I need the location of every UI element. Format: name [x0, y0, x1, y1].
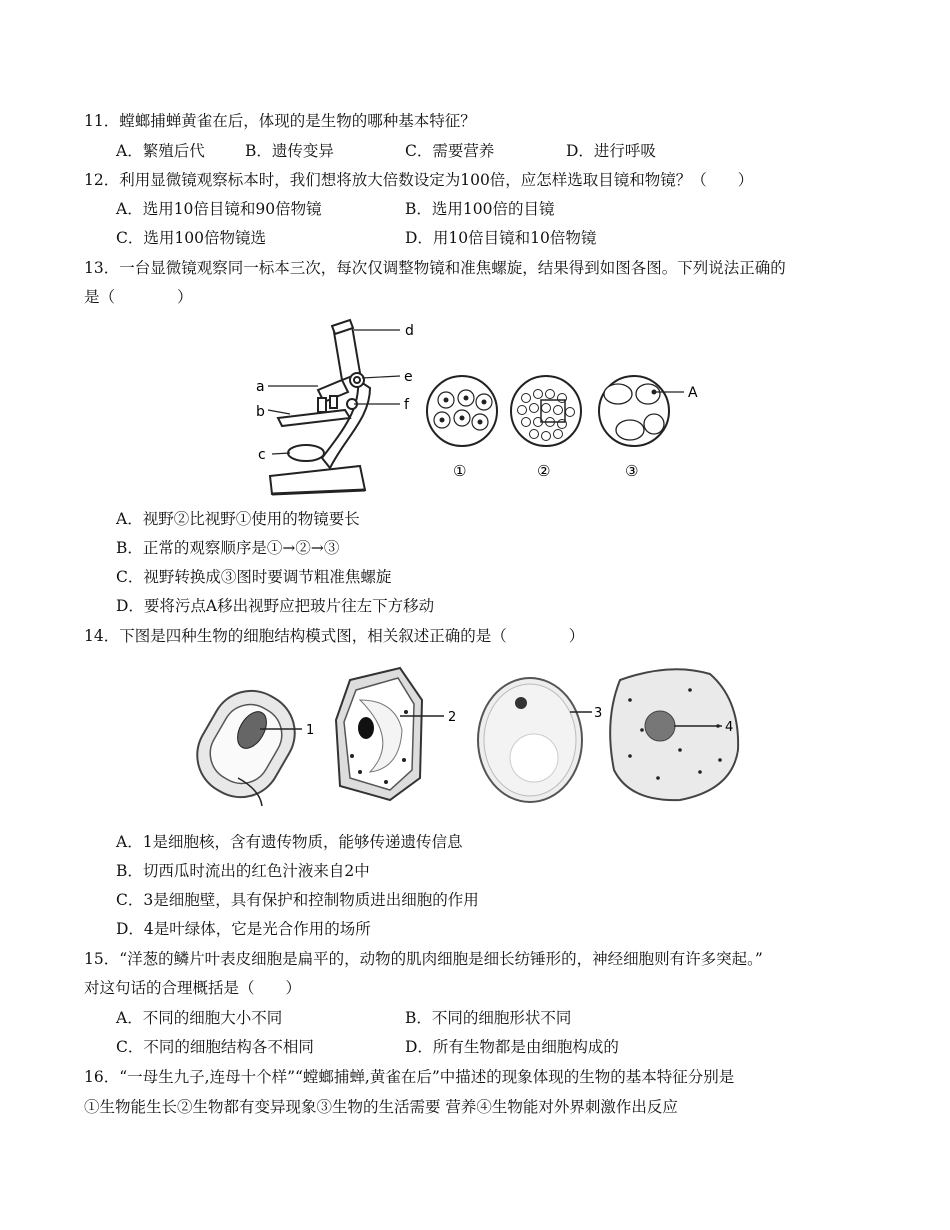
q14-stem: 14．下图是四种生物的细胞结构模式图，相关叙述正确的是（ ） [84, 627, 585, 645]
q15-option-d: D．所有生物都是由细胞构成的 [405, 1038, 619, 1056]
label-1: 1 [306, 723, 315, 738]
plant-cell [336, 668, 456, 800]
q12-option-c: C．选用100倍物镜选 [116, 229, 266, 247]
q11-option-c: C．需要营养 [405, 142, 495, 160]
view-1-label: ① [453, 462, 467, 480]
q15-stem-line1: 15．“洋葱的鳞片叶表皮细胞是扁平的，动物的肌肉细胞是细长纺锤形的，神经细胞则有许多突起。” [84, 950, 763, 968]
q15-option-c: C．不同的细胞结构各不相同 [116, 1038, 314, 1056]
q16-stem-line1: 16．“一母生九子,连母十个样”“螳螂捕蝉,黄雀在后”中描述的现象体现的生物的基本特征分别是 [84, 1068, 735, 1086]
q14-option-c: C．3是细胞壁，具有保护和控制物质进出细胞的作用 [116, 891, 479, 909]
q13-stem-line2: 是（ ） [84, 288, 193, 306]
q12-option-b: B．选用100倍的目镜 [405, 200, 555, 218]
label-4: 4 [725, 720, 734, 735]
label-e: e [404, 369, 413, 385]
q14-option-b: B．切西瓜时流出的红色汁液来自2中 [116, 862, 370, 880]
microscope-figure [250, 318, 710, 500]
label-3: 3 [594, 706, 603, 721]
q12-option-d: D．用10倍目镜和10倍物镜 [405, 229, 597, 247]
label-2: 2 [448, 710, 457, 725]
q12-option-a: A．选用10倍目镜和90倍物镜 [116, 200, 322, 218]
view-3-label: ③ [625, 462, 639, 480]
q13-option-c: C．视野转换成③图时要调节粗准焦螺旋 [116, 568, 392, 586]
q11-option-d: D．进行呼吸 [566, 142, 656, 160]
label-b: b [256, 404, 265, 420]
q13-stem-line1: 13．一台显微镜观察同一标本三次，每次仅调整物镜和准焦螺旋，结果得到如图各图。下列说法正确的 [84, 259, 786, 277]
q14-option-a: A．1是细胞核，含有遗传物质，能够传递遗传信息 [116, 833, 463, 851]
q12-stem: 12．利用显微镜观察标本时，我们想将放大倍数设定为100倍，应怎样选取目镜和物镜？（ ） [84, 171, 754, 189]
q13-option-a: A．视野②比视野①使用的物镜要长 [116, 510, 360, 528]
label-c: c [258, 447, 266, 463]
q15-option-b: B．不同的细胞形状不同 [405, 1009, 572, 1027]
label-f: f [404, 397, 409, 413]
q14-option-d: D．4是叶绿体，它是光合作用的场所 [116, 920, 371, 938]
view-1 [427, 376, 497, 480]
animal-cell [610, 669, 738, 800]
view-2-label: ② [537, 462, 551, 480]
q13-option-d: D．要将污点A移出视野应把玻片往左下方移动 [116, 597, 435, 615]
cell-structures-figure [190, 660, 770, 808]
label-d: d [405, 323, 414, 339]
q15-option-a: A．不同的细胞大小不同 [116, 1009, 283, 1027]
q13-option-b: B．正常的观察顺序是①→②→③ [116, 539, 340, 557]
view-2 [511, 376, 581, 480]
q15-stem-line2: 对这句话的合理概括是（ ） [84, 979, 302, 997]
q16-stem-line2: ①生物能生长②生物都有变异现象③生物的生活需要 营养④生物能对外界刺激作出反应 [84, 1098, 678, 1116]
bacterium-cell [190, 676, 314, 808]
view-3 [599, 376, 698, 480]
q11-option-a: A．繁殖后代 [116, 142, 205, 160]
label-a: a [256, 379, 265, 395]
q11-stem: 11．螳螂捕蝉黄雀在后，体现的是生物的哪种基本特征？ [84, 112, 476, 130]
label-stain-A: A [688, 385, 698, 401]
yeast-cell [478, 678, 602, 802]
q11-option-b: B．遗传变异 [245, 142, 334, 160]
